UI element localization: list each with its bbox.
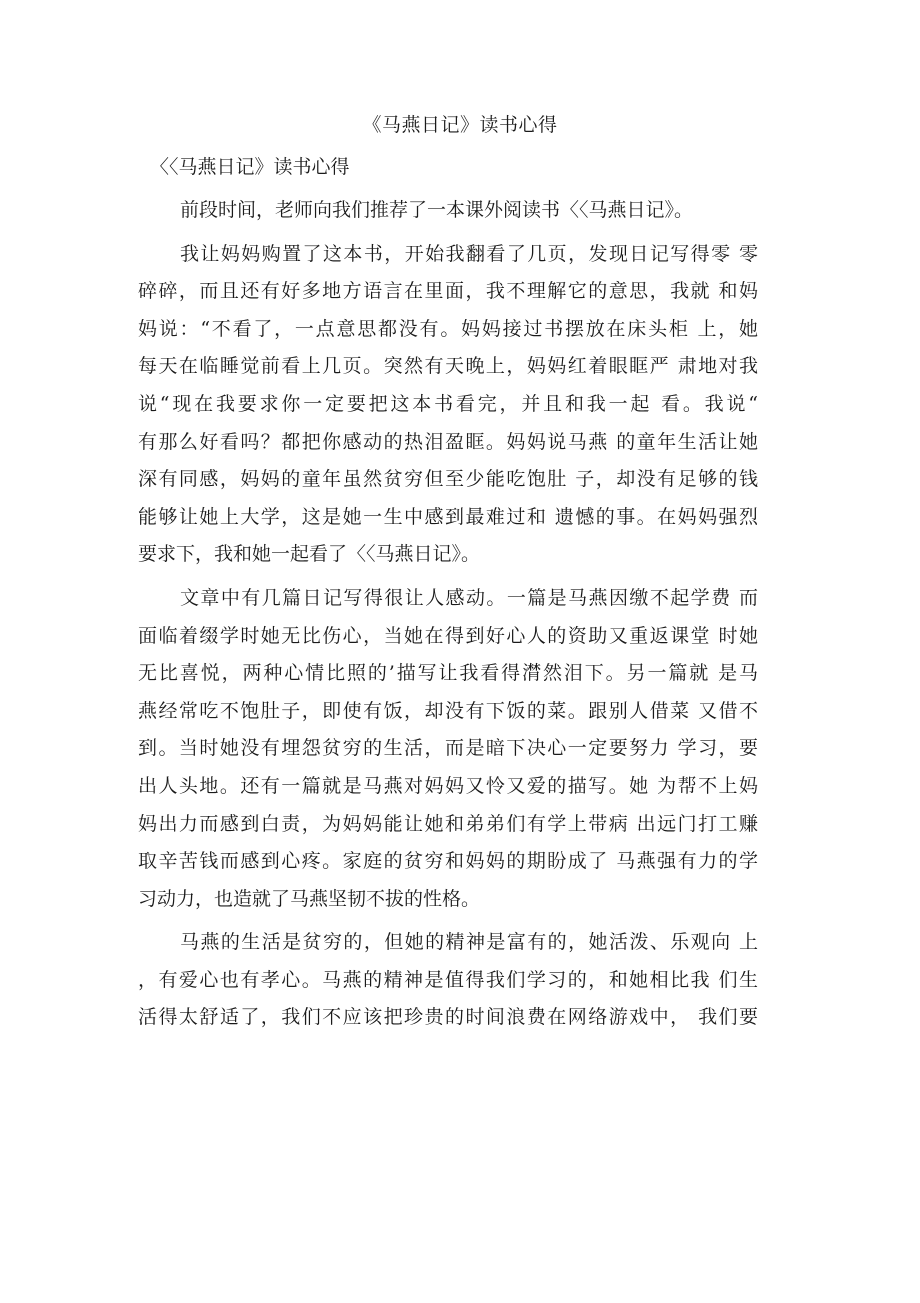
text-line: 无比喜悦，两种心情比照的’描写让我看得潸然泪下。另一篇就 是马 — [138, 662, 758, 685]
text-line: 习动力，也造就了马燕坚韧不拔的性格。 — [138, 887, 481, 910]
paragraph-2 — [138, 236, 758, 574]
text-line: 取辛苦钱而感到心疼。家庭的贫穷和妈妈的期盼成了 马燕强有力的学 — [138, 850, 758, 873]
text-line: 有那么好看吗？都把你感动的热泪盈眶。妈妈说马燕 的童年生活让她 — [138, 430, 758, 453]
text-line: 文章中有几篇日记写得很让人感动。一篇是马燕因缴不起学费 而 — [180, 586, 758, 609]
text-line: 马燕的生活是贫穷的，但她的精神是富有的，她活泼、乐观向 上 — [180, 931, 758, 954]
paragraph-1 — [138, 192, 758, 230]
paragraph-3 — [138, 580, 758, 918]
text-line: 我让妈妈购置了这本书，开始我翻看了几页，发现日记写得零 零 — [180, 242, 758, 265]
text-line: 每天在临睡觉前看上几页。突然有天晚上，妈妈红着眼眶严 肃地对我 — [138, 355, 758, 378]
paragraph-4 — [138, 924, 758, 1037]
text-line: 妈出力而感到白责，为妈妈能让她和弟弟们有学上带病 出远门打工赚 — [138, 812, 758, 835]
text-line: 出人头地。还有一篇就是马燕对妈妈又怜又爱的描写。她 为帮不上妈 — [138, 774, 758, 797]
text-line: 前段时间，老师向我们推荐了一本课外阅读书〈〈马燕日记》。 — [180, 199, 694, 221]
text-line: 妈说：“不看了，一点意思都没有。妈妈接过书摆放在床头柜 上，她 — [138, 317, 758, 340]
document-title: 《马燕日记》读书心得 — [362, 114, 558, 136]
text-line: 碎碎，而且还有好多地方语言在里面，我不理解它的意思，我就 和妈 — [138, 280, 758, 303]
text-line: 燕经常吃不饱肚子，即使有饭，却没有下饭的菜。跟别人借菜 又借不 — [138, 699, 758, 722]
text-line: 能够让她上大学，这是她一生中感到最难过和 遗憾的事。在妈妈强烈 — [138, 505, 758, 528]
text-line: 到。当时她没有埋怨贫穷的生活，而是暗下决心一定要努力 学习，要 — [138, 737, 758, 760]
text-line: ，有爱心也有孝心。马燕的精神是值得我们学习的，和她相比我 们生 — [138, 968, 758, 991]
text-line: 深有同感，妈妈的童年虽然贫穷但至少能吃饱肚 子，却没有足够的钱 — [138, 468, 758, 491]
document-subtitle: 〈〈马燕日记》读书心得 — [150, 156, 350, 178]
text-line: 要求下，我和她一起看了〈〈马燕日记》。 — [138, 543, 481, 566]
text-line: 说“现在我要求你一定要把这本书看完，并且和我一起 看。我说“ — [138, 392, 758, 415]
text-line: 面临着缀学时她无比伤心，当她在得到好心人的资助又重返课堂 时她 — [138, 624, 758, 647]
document-body — [138, 192, 758, 1037]
text-line: 活得太舒适了，我们不应该把珍贵的时间浪费在网络游戏中， 我们要 — [138, 1006, 758, 1029]
